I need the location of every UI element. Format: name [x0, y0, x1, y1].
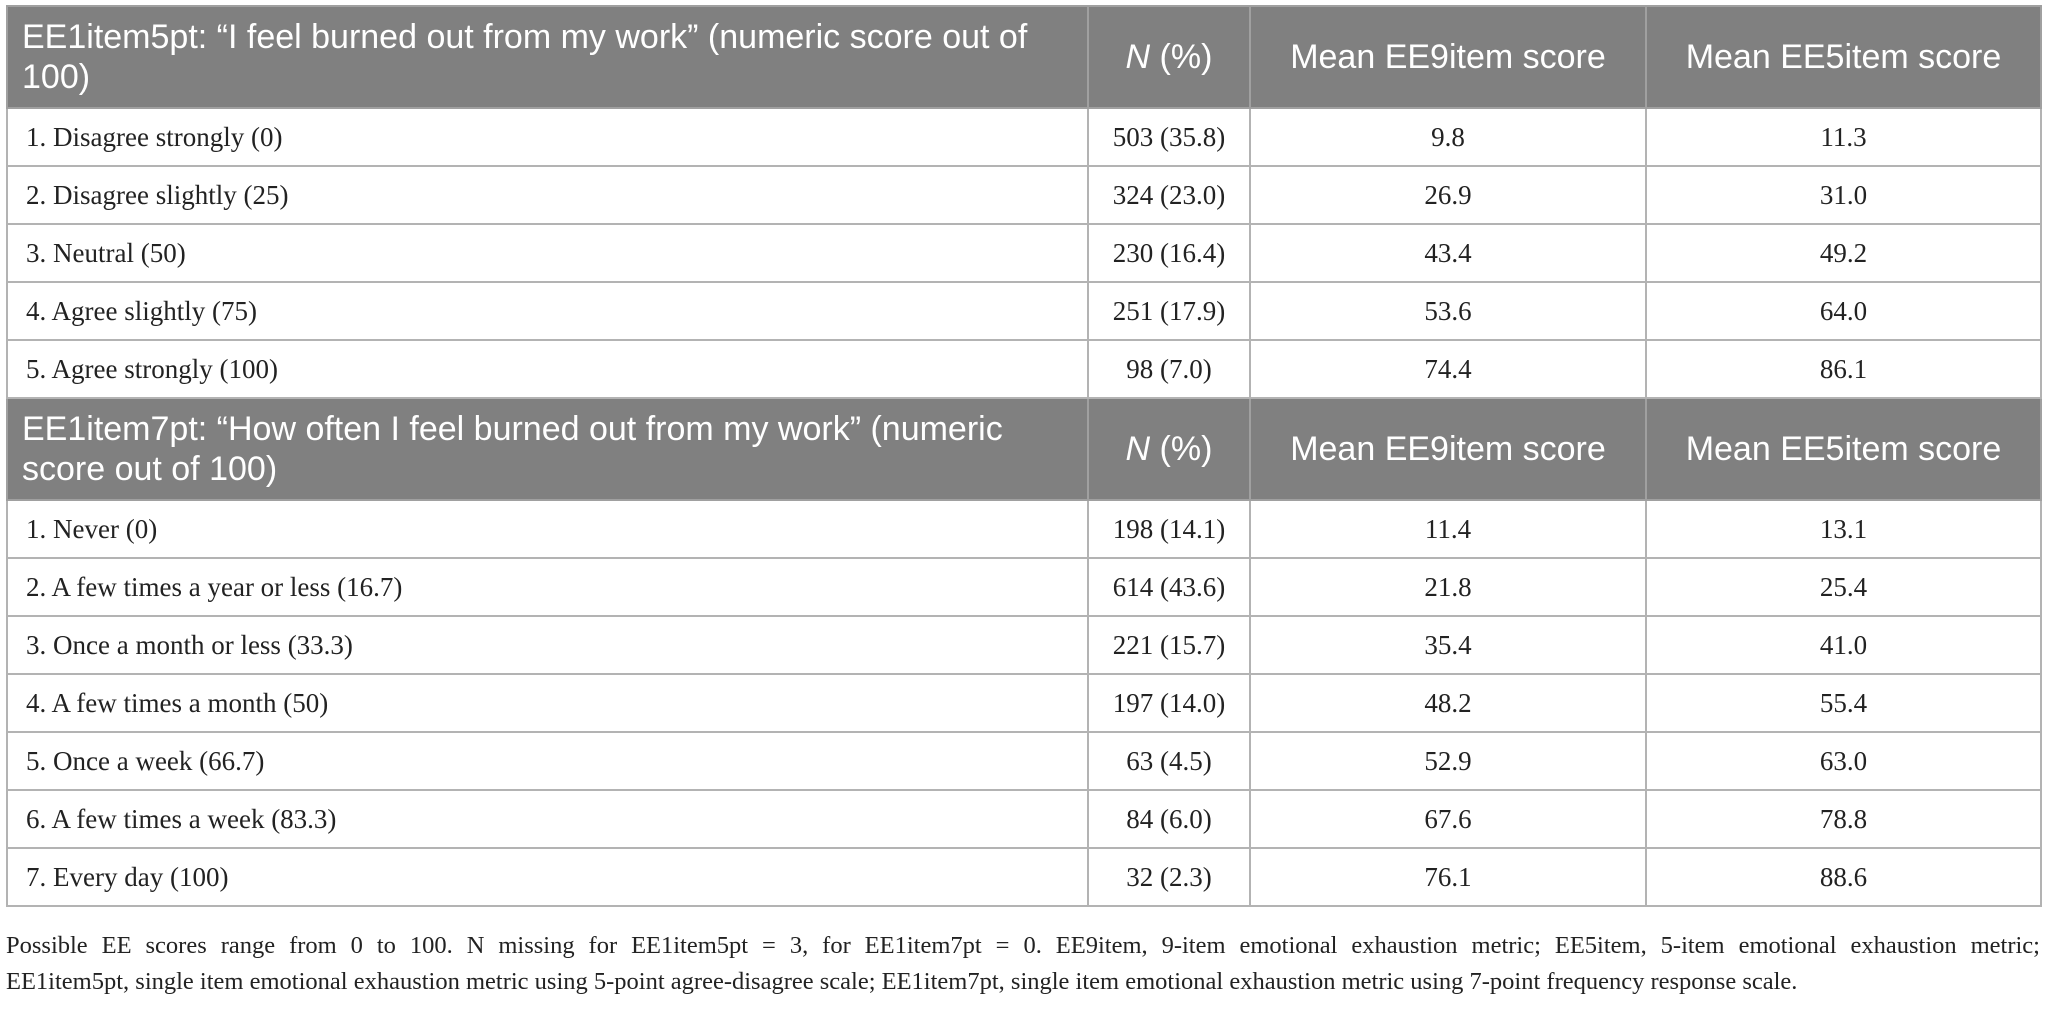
- footnote-line-1: Possible EE scores range from 0 to 100. N missing for EE1item5pt = 3, for EE1item7pt = 0. EE9item, 9-item emotional exhaustion metric; EE5item, 5-item emotional exhaustion metric;: [6, 932, 2040, 959]
- ee9-column-header: Mean EE9item score: [1250, 6, 1646, 108]
- table-row: [7, 674, 2041, 732]
- ee9-score-cell: 43.4: [1250, 224, 1646, 282]
- ee9-score-cell: 74.4: [1250, 340, 1646, 398]
- ee9-score-cell: 21.8: [1250, 558, 1646, 616]
- table-row: [7, 500, 2041, 558]
- ee5-column-header: Mean EE5item score: [1646, 398, 2041, 500]
- table-body: [7, 6, 2041, 906]
- n-pct-cell: 251 (17.9): [1088, 282, 1250, 340]
- table-row: [7, 282, 2041, 340]
- ee9-score-cell: 11.4: [1250, 500, 1646, 558]
- ee9-column-header: Mean EE9item score: [1250, 398, 1646, 500]
- section-title: EE1item5pt: “I feel burned out from my work” (numeric score out of 100): [7, 6, 1088, 108]
- response-label-cell: 1. Never (0): [7, 500, 1088, 558]
- n-column-pct-label: (%): [1150, 430, 1213, 468]
- ee5-column-header: Mean EE5item score: [1646, 6, 2041, 108]
- table-row: [7, 848, 2041, 906]
- n-pct-cell: 84 (6.0): [1088, 790, 1250, 848]
- section-title: EE1item7pt: “How often I feel burned out from my work” (numeric score out of 100): [7, 398, 1088, 500]
- ee5-score-cell: 49.2: [1646, 224, 2041, 282]
- n-column-header: [1088, 6, 1250, 108]
- ee9-score-cell: 48.2: [1250, 674, 1646, 732]
- ee9-score-cell: 52.9: [1250, 732, 1646, 790]
- table-row: [7, 340, 2041, 398]
- footnote-line-2: EE1item5pt, single item emotional exhaustion metric using 5-point agree-disagree scale; EE1item7pt, single item emotional exhaustion metric using 7-point frequency response scale.: [6, 968, 1798, 995]
- results-table: [6, 5, 2042, 907]
- table-row: [7, 108, 2041, 166]
- response-label-cell: 3. Neutral (50): [7, 224, 1088, 282]
- response-label-cell: 2. A few times a year or less (16.7): [7, 558, 1088, 616]
- n-pct-cell: 63 (4.5): [1088, 732, 1250, 790]
- section-header-row: [7, 6, 2041, 108]
- response-label-cell: 4. A few times a month (50): [7, 674, 1088, 732]
- n-column-label: N: [1125, 38, 1151, 76]
- response-label-cell: 6. A few times a week (83.3): [7, 790, 1088, 848]
- ee9-score-cell: 35.4: [1250, 616, 1646, 674]
- response-label-cell: 1. Disagree strongly (0): [7, 108, 1088, 166]
- ee5-score-cell: 25.4: [1646, 558, 2041, 616]
- response-label-cell: 4. Agree slightly (75): [7, 282, 1088, 340]
- n-column-label: N: [1125, 430, 1151, 468]
- response-label-cell: 7. Every day (100): [7, 848, 1088, 906]
- table-row: [7, 224, 2041, 282]
- ee5-score-cell: 13.1: [1646, 500, 2041, 558]
- n-column-header: [1088, 398, 1250, 500]
- ee9-score-cell: 26.9: [1250, 166, 1646, 224]
- ee5-score-cell: 78.8: [1646, 790, 2041, 848]
- n-pct-cell: 221 (15.7): [1088, 616, 1250, 674]
- ee5-score-cell: 41.0: [1646, 616, 2041, 674]
- ee9-score-cell: 76.1: [1250, 848, 1646, 906]
- response-label-cell: 5. Once a week (66.7): [7, 732, 1088, 790]
- n-pct-cell: 98 (7.0): [1088, 340, 1250, 398]
- ee5-score-cell: 86.1: [1646, 340, 2041, 398]
- table-row: [7, 558, 2041, 616]
- n-pct-cell: 32 (2.3): [1088, 848, 1250, 906]
- n-pct-cell: 503 (35.8): [1088, 108, 1250, 166]
- n-pct-cell: 230 (16.4): [1088, 224, 1250, 282]
- n-pct-cell: 614 (43.6): [1088, 558, 1250, 616]
- table-footnote: [6, 928, 2040, 1000]
- ee5-score-cell: 88.6: [1646, 848, 2041, 906]
- ee5-score-cell: 64.0: [1646, 282, 2041, 340]
- response-label-cell: 3. Once a month or less (33.3): [7, 616, 1088, 674]
- table-row: [7, 166, 2041, 224]
- n-column-pct-label: (%): [1150, 38, 1213, 76]
- table-row: [7, 790, 2041, 848]
- table-row: [7, 616, 2041, 674]
- ee9-score-cell: 53.6: [1250, 282, 1646, 340]
- ee9-score-cell: 9.8: [1250, 108, 1646, 166]
- ee5-score-cell: 63.0: [1646, 732, 2041, 790]
- response-label-cell: 2. Disagree slightly (25): [7, 166, 1088, 224]
- response-label-cell: 5. Agree strongly (100): [7, 340, 1088, 398]
- n-pct-cell: 198 (14.1): [1088, 500, 1250, 558]
- n-pct-cell: 197 (14.0): [1088, 674, 1250, 732]
- ee5-score-cell: 31.0: [1646, 166, 2041, 224]
- n-pct-cell: 324 (23.0): [1088, 166, 1250, 224]
- ee9-score-cell: 67.6: [1250, 790, 1646, 848]
- section-header-row: [7, 398, 2041, 500]
- ee5-score-cell: 55.4: [1646, 674, 2041, 732]
- table-row: [7, 732, 2041, 790]
- table-container: [6, 5, 2040, 907]
- ee5-score-cell: 11.3: [1646, 108, 2041, 166]
